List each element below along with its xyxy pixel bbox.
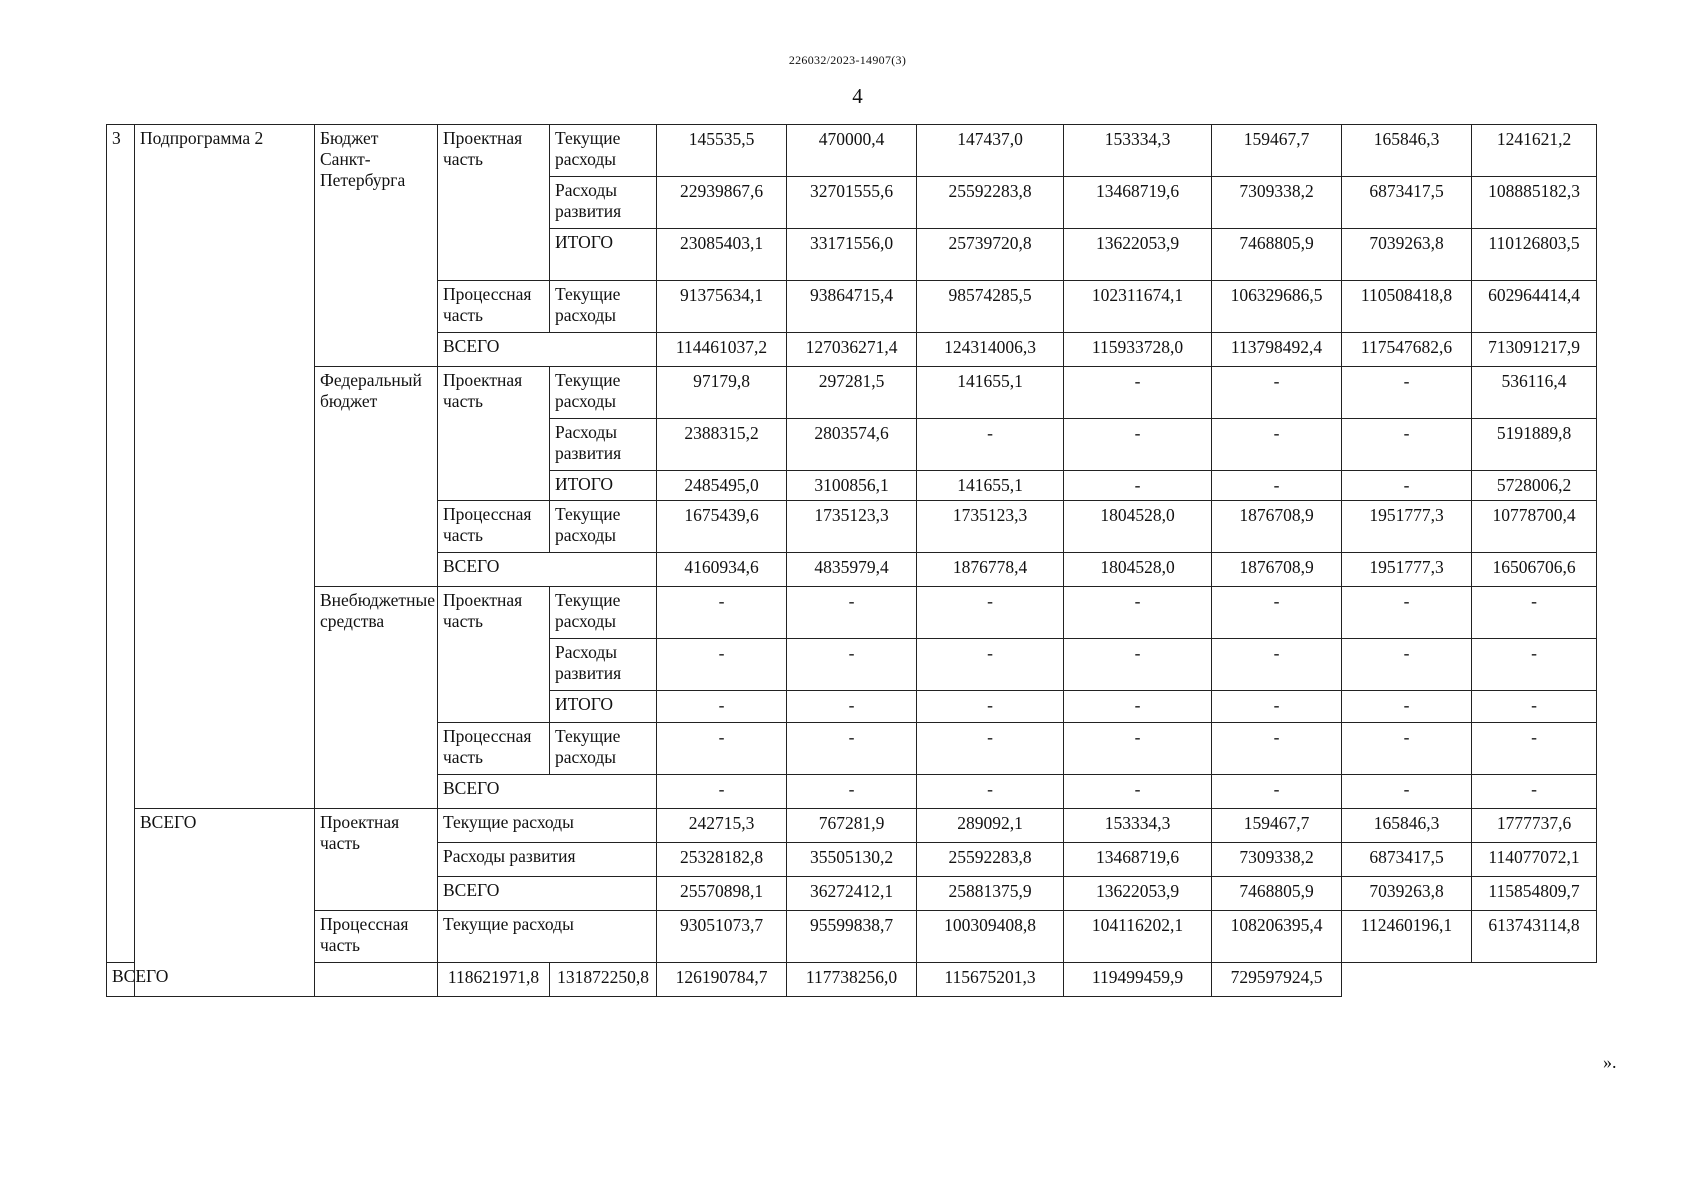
value-cell: 1777737,6 (1472, 809, 1597, 843)
value-cell: 159467,7 (1212, 125, 1342, 177)
value-cell: 4160934,6 (657, 553, 787, 587)
value-cell: - (657, 691, 787, 723)
value-cell: - (657, 775, 787, 809)
value-cell: 115933728,0 (1064, 333, 1212, 367)
value-cell: 117547682,6 (1342, 333, 1472, 367)
expense-type-cell: Текущие расходы (550, 587, 657, 639)
table-row (107, 125, 1597, 177)
value-cell: 5191889,8 (1472, 419, 1597, 471)
part-cell: Процессная часть (315, 911, 438, 963)
value-cell: - (1342, 691, 1472, 723)
value-cell: 141655,1 (917, 471, 1064, 501)
value-cell: 23085403,1 (657, 229, 787, 281)
table-row (107, 809, 1597, 843)
value-cell: - (1212, 419, 1342, 471)
value-cell: 33171556,0 (787, 229, 917, 281)
value-cell: - (1212, 471, 1342, 501)
expense-type-cell: Расходы развития (550, 419, 657, 471)
value-cell: 98574285,5 (917, 281, 1064, 333)
value-cell: 7039263,8 (1342, 229, 1472, 281)
value-cell: - (657, 587, 787, 639)
table-row (107, 367, 1597, 419)
expense-type-cell: ИТОГО (550, 471, 657, 501)
value-cell: 242715,3 (657, 809, 787, 843)
value-cell: - (1064, 587, 1212, 639)
value-cell: 126190784,7 (657, 963, 787, 997)
value-cell: 110508418,8 (1342, 281, 1472, 333)
value-cell: 127036271,4 (787, 333, 917, 367)
value-cell: - (917, 775, 1064, 809)
value-cell: 7309338,2 (1212, 843, 1342, 877)
value-cell: 104116202,1 (1064, 911, 1212, 963)
value-cell: - (1212, 723, 1342, 775)
value-cell: - (1342, 723, 1472, 775)
value-cell: 108206395,4 (1212, 911, 1342, 963)
value-cell: - (1342, 775, 1472, 809)
value-cell: - (1472, 639, 1597, 691)
part-cell: Проектная часть (438, 367, 550, 501)
value-cell: - (1064, 723, 1212, 775)
part-cell: Процессная часть (438, 501, 550, 553)
value-cell: - (1064, 367, 1212, 419)
value-cell: 2803574,6 (787, 419, 917, 471)
value-cell: 93051073,7 (657, 911, 787, 963)
value-cell: 102311674,1 (1064, 281, 1212, 333)
value-cell: - (1342, 587, 1472, 639)
value-cell: 7309338,2 (1212, 177, 1342, 229)
value-cell: 1735123,3 (787, 501, 917, 553)
value-cell: 5728006,2 (1472, 471, 1597, 501)
value-cell: 713091217,9 (1472, 333, 1597, 367)
value-cell: - (1064, 419, 1212, 471)
value-cell: 106329686,5 (1212, 281, 1342, 333)
value-cell: 153334,3 (1064, 125, 1212, 177)
value-cell: 297281,5 (787, 367, 917, 419)
value-cell: 141655,1 (917, 367, 1064, 419)
value-cell: 32701555,6 (787, 177, 917, 229)
part-cell: Процессная часть (438, 281, 550, 333)
expense-type-cell: ВСЕГО (438, 877, 657, 911)
value-cell: 1675439,6 (657, 501, 787, 553)
expense-type-cell: Текущие расходы (550, 723, 657, 775)
expense-type-cell: Текущие расходы (550, 501, 657, 553)
value-cell: 22939867,6 (657, 177, 787, 229)
grand-total-label-cell: ВСЕГО (135, 809, 315, 997)
expense-type-cell: Текущие расходы (550, 281, 657, 333)
value-cell: - (1472, 775, 1597, 809)
value-cell: 602964414,4 (1472, 281, 1597, 333)
value-cell: - (1212, 639, 1342, 691)
value-cell: - (917, 691, 1064, 723)
value-cell: 13468719,6 (1064, 177, 1212, 229)
value-cell: 115854809,7 (1472, 877, 1597, 911)
value-cell: 613743114,8 (1472, 911, 1597, 963)
value-cell: - (1472, 587, 1597, 639)
value-cell: 25570898,1 (657, 877, 787, 911)
value-cell: - (787, 775, 917, 809)
value-cell: - (1212, 691, 1342, 723)
value-cell: 2485495,0 (657, 471, 787, 501)
value-cell: - (917, 723, 1064, 775)
value-cell: - (917, 587, 1064, 639)
funding-source-cell: Федеральный бюджет (315, 367, 438, 587)
value-cell: 117738256,0 (787, 963, 917, 997)
value-cell: 159467,7 (1212, 809, 1342, 843)
value-cell: 25328182,8 (657, 843, 787, 877)
value-cell: 153334,3 (1064, 809, 1212, 843)
total-label-cell: ВСЕГО (438, 553, 657, 587)
total-label-cell: ВСЕГО (438, 333, 657, 367)
value-cell: 7468805,9 (1212, 877, 1342, 911)
value-cell: 124314006,3 (917, 333, 1064, 367)
value-cell: 1876778,4 (917, 553, 1064, 587)
value-cell: 470000,4 (787, 125, 917, 177)
value-cell: 1241621,2 (1472, 125, 1597, 177)
value-cell: 112460196,1 (1342, 911, 1472, 963)
value-cell: 1735123,3 (917, 501, 1064, 553)
part-cell: Проектная часть (438, 125, 550, 281)
all-total-label-cell: ВСЕГО (107, 963, 438, 997)
value-cell: - (1064, 471, 1212, 501)
value-cell: 6873417,5 (1342, 843, 1472, 877)
value-cell: 35505130,2 (787, 843, 917, 877)
table-row (107, 587, 1597, 639)
value-cell: 16506706,6 (1472, 553, 1597, 587)
part-cell: Проектная часть (438, 587, 550, 723)
expense-type-cell: Расходы развития (438, 843, 657, 877)
value-cell: 25881375,9 (917, 877, 1064, 911)
value-cell: 3100856,1 (787, 471, 917, 501)
value-cell: 165846,3 (1342, 125, 1472, 177)
value-cell: 729597924,5 (1212, 963, 1342, 997)
value-cell: 165846,3 (1342, 809, 1472, 843)
value-cell: - (1342, 471, 1472, 501)
value-cell: 289092,1 (917, 809, 1064, 843)
table-row (107, 911, 1597, 963)
funding-source-cell: Внебюджетные средства (315, 587, 438, 809)
value-cell: 110126803,5 (1472, 229, 1597, 281)
value-cell: 536116,4 (1472, 367, 1597, 419)
page-number: 4 (852, 84, 863, 108)
value-cell: 113798492,4 (1212, 333, 1342, 367)
expense-type-cell: Текущие расходы (550, 367, 657, 419)
value-cell: 25592283,8 (917, 177, 1064, 229)
value-cell: - (1472, 691, 1597, 723)
value-cell: 1951777,3 (1342, 501, 1472, 553)
value-cell: 1804528,0 (1064, 501, 1212, 553)
value-cell: 2388315,2 (657, 419, 787, 471)
table-body (107, 125, 1597, 997)
total-label-cell: ВСЕГО (438, 775, 657, 809)
value-cell: 4835979,4 (787, 553, 917, 587)
value-cell: 10778700,4 (1472, 501, 1597, 553)
value-cell: 6873417,5 (1342, 177, 1472, 229)
value-cell: 93864715,4 (787, 281, 917, 333)
value-cell: 13622053,9 (1064, 877, 1212, 911)
value-cell: 95599838,7 (787, 911, 917, 963)
value-cell: - (657, 639, 787, 691)
value-cell: 1951777,3 (1342, 553, 1472, 587)
value-cell: - (787, 723, 917, 775)
funding-source-cell: Бюджет Санкт-Петербурга (315, 125, 438, 367)
value-cell: - (787, 691, 917, 723)
value-cell: 108885182,3 (1472, 177, 1597, 229)
value-cell: 118621971,8 (438, 963, 550, 997)
value-cell: 115675201,3 (917, 963, 1064, 997)
value-cell: 36272412,1 (787, 877, 917, 911)
value-cell: 13468719,6 (1064, 843, 1212, 877)
value-cell: - (1472, 723, 1597, 775)
value-cell: - (657, 723, 787, 775)
value-cell: - (1212, 775, 1342, 809)
value-cell: 25739720,8 (917, 229, 1064, 281)
value-cell: - (1064, 775, 1212, 809)
value-cell: - (1212, 587, 1342, 639)
expense-type-cell: Текущие расходы (438, 911, 657, 963)
value-cell: 7039263,8 (1342, 877, 1472, 911)
budget-table (106, 124, 1597, 997)
value-cell: 1876708,9 (1212, 553, 1342, 587)
expense-type-cell: Расходы развития (550, 639, 657, 691)
table-row (107, 963, 1597, 997)
row-number-cell: 3 (107, 125, 135, 963)
value-cell: 119499459,9 (1064, 963, 1212, 997)
expense-type-cell: ИТОГО (550, 691, 657, 723)
document-id: 226032/2023-14907(3) (788, 53, 907, 67)
part-cell: Проектная часть (315, 809, 438, 911)
value-cell: - (1342, 639, 1472, 691)
value-cell: 100309408,8 (917, 911, 1064, 963)
value-cell: 114461037,2 (657, 333, 787, 367)
value-cell: - (917, 639, 1064, 691)
value-cell: 97179,8 (657, 367, 787, 419)
expense-type-cell: Расходы развития (550, 177, 657, 229)
part-cell: Процессная часть (438, 723, 550, 775)
value-cell: - (1342, 419, 1472, 471)
subprogram-cell: Подпрограмма 2 (135, 125, 315, 809)
value-cell: 145535,5 (657, 125, 787, 177)
value-cell: - (1064, 639, 1212, 691)
expense-type-cell: Текущие расходы (550, 125, 657, 177)
value-cell: 147437,0 (917, 125, 1064, 177)
value-cell: 114077072,1 (1472, 843, 1597, 877)
value-cell: 91375634,1 (657, 281, 787, 333)
value-cell: - (787, 639, 917, 691)
value-cell: 7468805,9 (1212, 229, 1342, 281)
value-cell: - (1342, 367, 1472, 419)
value-cell: - (1212, 367, 1342, 419)
value-cell: 131872250,8 (550, 963, 657, 997)
value-cell: 25592283,8 (917, 843, 1064, 877)
value-cell: 13622053,9 (1064, 229, 1212, 281)
value-cell: 1804528,0 (1064, 553, 1212, 587)
closing-quote: ». (1603, 1052, 1617, 1072)
value-cell: 767281,9 (787, 809, 917, 843)
value-cell: - (1064, 691, 1212, 723)
value-cell: 1876708,9 (1212, 501, 1342, 553)
expense-type-cell: Текущие расходы (438, 809, 657, 843)
value-cell: - (787, 587, 917, 639)
expense-type-cell: ИТОГО (550, 229, 657, 281)
value-cell: - (917, 419, 1064, 471)
